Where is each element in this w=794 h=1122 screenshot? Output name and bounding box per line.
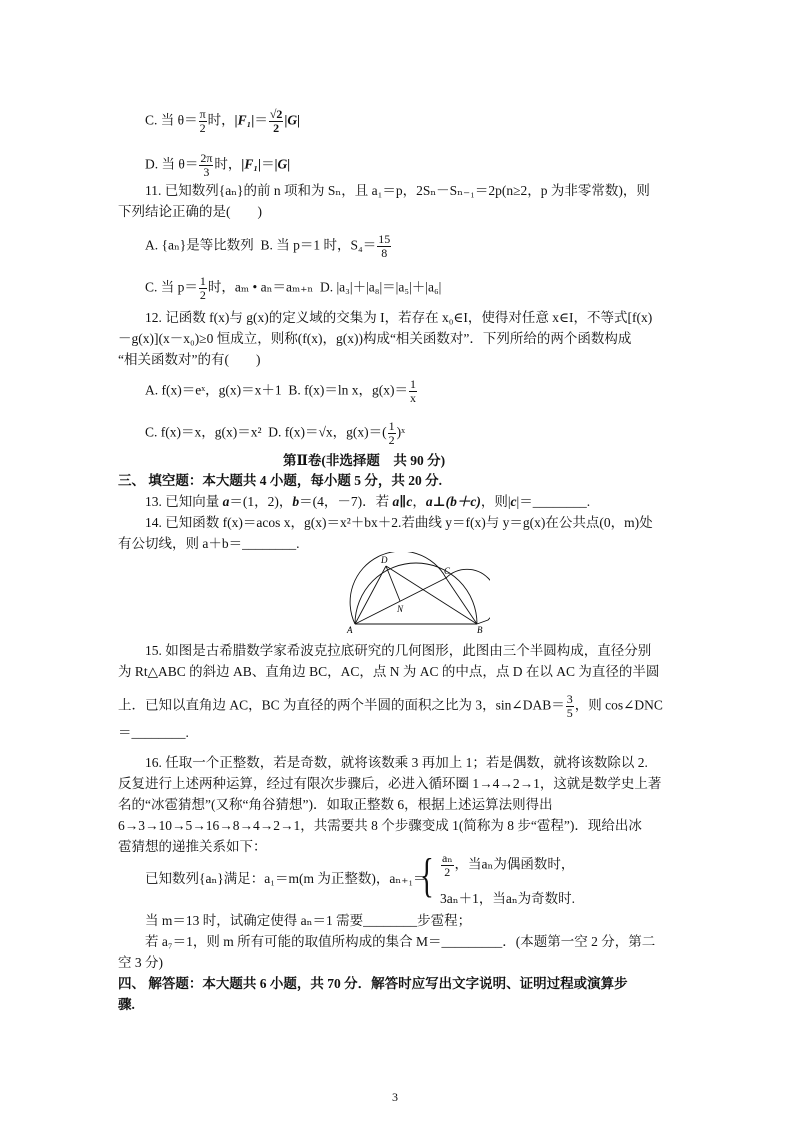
q15-line-4: ＝________.: [118, 725, 189, 740]
section-4-heading-line-1: 四、 解答题：本大题共 6 小题，共 70 分．解答时应写出文字说明、证明过程或演算步: [118, 976, 628, 991]
q16-recurrence-prefix: 已知数列{aₙ}满足：a₁＝m(m 为正整数)，aₙ₊₁＝: [145, 871, 427, 886]
q16-line-5: 雹猜想的递推关系如下：: [118, 839, 267, 854]
frac-num: 1: [388, 419, 395, 433]
q13-b-val: ＝(4，－7)．若: [299, 494, 393, 509]
frac-den: 2: [199, 288, 206, 302]
q14-line-1: 14. 已知函数 f(x)＝acos x，g(x)＝x²＋bx＋2.若曲线 y＝f(x)与 y＝g(x)在公共点(0，m)处: [145, 515, 653, 530]
q10-option-c: [145, 108, 300, 135]
q11-option-c-suffix: 时，aₘ • aₙ＝aₘ₊ₙ: [207, 279, 314, 295]
q10-d-eq: ＝: [261, 156, 275, 172]
q15-line3-prefix: 上．已知以直角边 AC，BC 为直径的两个半圆的面积之比为 3，sin∠DAB＝: [118, 697, 565, 713]
q12-line-3: “相关函数对”的有( ): [118, 352, 261, 367]
q16-line-7: 若 a₇＝1，则 m 所有可能的取值所构成的集合 M＝_________．(本题第一空 2 分，第二: [145, 934, 656, 949]
q16-case-2: 3aₙ＋1，当aₙ为奇数时.: [440, 891, 576, 906]
frac-num: π: [199, 107, 206, 121]
section-4-heading-line-2: 骤.: [118, 997, 135, 1012]
q16-case1-text: ，当aₙ为偶函数时，: [454, 856, 575, 872]
q11-options-cd: [145, 275, 441, 302]
label-d: D: [381, 555, 388, 565]
frac-den: 2: [273, 121, 280, 135]
q15-frac: [566, 693, 574, 720]
frac-num: 15: [378, 232, 391, 246]
q10-c-coef-frac: [269, 108, 284, 135]
frac-den: 2: [199, 121, 206, 135]
q10-d-g: |G|: [274, 156, 291, 172]
q16-case1-frac: [441, 852, 454, 879]
q10-d-mid: 时，: [214, 156, 242, 172]
q12-options-ab: [145, 378, 418, 405]
q15-line-1: 15. 如图是古希腊数学家希波克拉底研究的几何图形，此图由三个半圆构成，直径分别: [145, 643, 652, 658]
q16-line-1: 16. 任取一个正整数，若是奇数，就将该数乘 3 再加上 1；若是偶数，就将该数除以 2.: [145, 755, 648, 770]
frac-den: 3: [203, 165, 210, 179]
label-a: A: [347, 625, 353, 634]
q13-a-val: ＝(1，2)，: [229, 494, 293, 509]
q11-b-frac: [377, 233, 391, 260]
q13-tail: ，则|: [480, 494, 511, 509]
frac-num: 3: [566, 692, 573, 706]
q12-line-2: －g(x)](x－x₀)≥0 恒成立，则称(f(x)，g(x))构成“相关函数对”．下列所给的两个函数构成: [118, 331, 632, 346]
q13-prefix: 13. 已知向量: [145, 494, 223, 509]
q13-line: [145, 493, 590, 511]
label-b: B: [477, 625, 483, 634]
q11-options-ab: [145, 233, 392, 260]
q16-line-8: 空 3 分): [118, 955, 163, 970]
q11-option-c: C. 当 p＝: [145, 279, 198, 295]
segment-ad: [355, 566, 386, 624]
q11-line-2: 下列结论正确的是( ): [118, 204, 262, 219]
q15-line-2: 为 Rt△ABC 的斜边 AB、直角边 BC，AC，点 N 为 AC 的中点，点 D 在以 AC 为直径的半圆: [118, 664, 660, 679]
q11-c-frac: [199, 275, 207, 302]
q10-d-prefix: D. 当 θ＝: [145, 156, 199, 172]
q10-c-g: |G|: [284, 112, 301, 128]
q10-c-eq: ＝: [254, 112, 268, 128]
page-number: 3: [392, 1090, 398, 1104]
frac-den: 2: [388, 433, 395, 447]
hippocrates-figure: [340, 552, 490, 634]
frac-den: 2: [444, 865, 451, 879]
q12-option-c: C. f(x)＝x，g(x)＝x²: [145, 424, 262, 440]
q12-option-a: A. f(x)＝eˣ，g(x)＝x＋1: [145, 382, 282, 398]
label-c: C: [444, 566, 451, 576]
q13-end: |＝________.: [516, 494, 591, 509]
q10-d-f1: |F₁|: [241, 156, 262, 172]
frac-den: 5: [566, 706, 573, 720]
q10-c-prefix: C. 当 θ＝: [145, 112, 198, 128]
q13-comma: ，: [412, 494, 426, 509]
q13-vector-c: c: [510, 494, 517, 509]
frac-den: 8: [381, 246, 388, 260]
q12-option-d-suffix: )ˣ: [396, 424, 406, 440]
q11-option-d: D. |a₃|＋|a₈|＝|a₅|＋|a₆|: [319, 279, 442, 295]
q11-line-1: 11. 已知数列{aₙ}的前 n 项和为 Sₙ，且 a₁＝p，2Sₙ－Sₙ₋₁＝2p(n≥2，p 为非零常数)，则: [145, 183, 650, 198]
q12-d-frac: [388, 420, 396, 447]
q13-vector-b: b: [292, 494, 300, 509]
q16-brace: {: [420, 849, 434, 902]
q10-d-theta-frac: [199, 152, 213, 179]
q10-c-f1: |F₁|: [234, 112, 255, 128]
frac-num: 2π: [200, 151, 213, 165]
q11-option-a: A. {aₙ}是等比数列: [145, 237, 254, 253]
label-n: N: [397, 604, 404, 614]
q13-cond-perp: a⊥(b＋c): [425, 494, 481, 509]
frac-num: √2: [269, 107, 283, 121]
q13-vector-a: a: [222, 494, 230, 509]
semicircle-bc-arc: [446, 569, 490, 624]
q15-line3-suffix: ，则 cos∠DNC: [574, 697, 663, 713]
q10-option-d: [145, 152, 290, 179]
part-2-title: 第Ⅱ卷(非选择题 共 90 分): [283, 453, 446, 468]
frac-num: aₙ: [442, 851, 453, 865]
frac-num: 1: [199, 274, 206, 288]
frac-num: 1: [409, 377, 416, 391]
q16-line-6: 当 m＝13 时，试确定使得 aₙ＝1 需要________步雹程；: [145, 913, 472, 928]
q14-line-2: 有公切线，则 a＋b＝________.: [118, 536, 300, 551]
q16-line-4: 6→3→10→5→16→8→4→2→1，共需要共 8 个步骤变成 1(简称为 8 步“雹程”)．现给出冰: [118, 818, 642, 833]
q12-options-cd: [145, 420, 405, 447]
q12-option-d: D. f(x)＝√x，g(x)＝(: [268, 424, 387, 440]
q12-line-1: 12. 记函数 f(x)与 g(x)的定义域的交集为 I，若存在 x₀∈I，使得对任意 x∈I，不等式[f(x): [145, 310, 653, 325]
q13-cond-parallel: a∥c: [392, 494, 413, 509]
section-3-heading: 三、 填空题：本大题共 4 小题，每小题 5 分，共 20 分.: [118, 473, 442, 488]
q11-option-b: B. 当 p＝1 时，S₄＝: [260, 237, 377, 253]
q12-option-b: B. f(x)＝ln x，g(x)＝: [288, 382, 408, 398]
q16-case-1: [440, 852, 574, 879]
q10-c-mid: 时，: [207, 112, 235, 128]
q15-line-3: [118, 693, 663, 720]
segment-db: [386, 566, 477, 624]
q16-line-3: 名的“冰雹猜想”(又称“角谷猜想”)．如取正整数 6，根据上述运算法则得出: [118, 797, 553, 812]
q10-c-theta-frac: [199, 108, 207, 135]
segment-dn: [386, 566, 400, 601]
q16-line-2: 反复进行上述两种运算，经过有限次步骤后，必进入循环圈 1→4→2→1，这就是数学史上著: [118, 776, 662, 791]
frac-den: x: [409, 391, 416, 405]
q12-b-frac: [409, 378, 417, 405]
